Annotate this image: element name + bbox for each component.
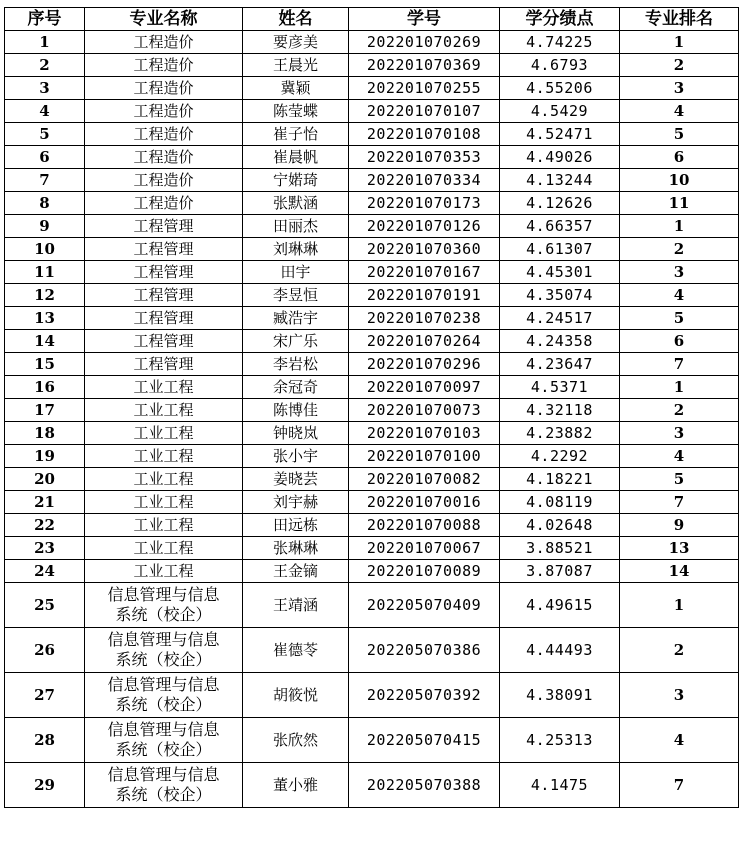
cell-gpa: 4.02648 <box>500 514 620 537</box>
table-row <box>5 491 739 514</box>
cell-gpa: 4.12626 <box>500 192 620 215</box>
cell-student-id: 202205070409 <box>349 583 500 628</box>
cell-seq: 12 <box>5 284 85 307</box>
cell-student-id: 202201070334 <box>349 169 500 192</box>
cell-name: 张琳琳 <box>243 537 349 560</box>
cell-name: 崔晨帆 <box>243 146 349 169</box>
cell-gpa: 4.55206 <box>500 77 620 100</box>
cell-gpa: 3.87087 <box>500 560 620 583</box>
cell-student-id: 202201070173 <box>349 192 500 215</box>
cell-major-line2: 系统（校企） <box>115 605 212 624</box>
cell-major <box>85 718 243 763</box>
cell-name: 冀颖 <box>243 77 349 100</box>
cell-gpa: 4.13244 <box>500 169 620 192</box>
cell-seq: 4 <box>5 100 85 123</box>
cell-name: 要彦美 <box>243 31 349 54</box>
cell-major: 工业工程 <box>85 560 243 583</box>
cell-rank: 3 <box>620 673 739 718</box>
cell-rank: 10 <box>620 169 739 192</box>
cell-rank: 11 <box>620 192 739 215</box>
cell-seq: 16 <box>5 376 85 399</box>
table-row <box>5 718 739 763</box>
cell-gpa: 4.49615 <box>500 583 620 628</box>
cell-rank: 1 <box>620 31 739 54</box>
cell-seq: 29 <box>5 763 85 808</box>
table-row <box>5 560 739 583</box>
cell-major <box>85 673 243 718</box>
cell-gpa: 4.23882 <box>500 422 620 445</box>
cell-seq: 14 <box>5 330 85 353</box>
cell-major: 工程造价 <box>85 31 243 54</box>
table-row <box>5 376 739 399</box>
cell-gpa: 4.32118 <box>500 399 620 422</box>
cell-seq: 25 <box>5 583 85 628</box>
cell-rank: 3 <box>620 422 739 445</box>
cell-major: 工程管理 <box>85 353 243 376</box>
cell-gpa: 4.66357 <box>500 215 620 238</box>
cell-seq: 7 <box>5 169 85 192</box>
cell-rank: 6 <box>620 330 739 353</box>
cell-rank: 2 <box>620 238 739 261</box>
cell-rank: 5 <box>620 468 739 491</box>
cell-name: 余冠奇 <box>243 376 349 399</box>
table-row <box>5 54 739 77</box>
cell-seq: 26 <box>5 628 85 673</box>
cell-seq: 17 <box>5 399 85 422</box>
header-major: 专业名称 <box>85 8 243 31</box>
cell-student-id: 202201070016 <box>349 491 500 514</box>
cell-rank: 13 <box>620 537 739 560</box>
cell-name: 张欣然 <box>243 718 349 763</box>
table-row <box>5 673 739 718</box>
cell-major: 工业工程 <box>85 422 243 445</box>
cell-student-id: 202201070126 <box>349 215 500 238</box>
cell-seq: 22 <box>5 514 85 537</box>
table-row <box>5 445 739 468</box>
cell-student-id: 202205070392 <box>349 673 500 718</box>
cell-rank: 1 <box>620 215 739 238</box>
cell-gpa: 4.2292 <box>500 445 620 468</box>
cell-rank: 3 <box>620 77 739 100</box>
cell-name: 张默涵 <box>243 192 349 215</box>
cell-seq: 28 <box>5 718 85 763</box>
table-row <box>5 763 739 808</box>
cell-gpa: 4.49026 <box>500 146 620 169</box>
header-student-id: 学号 <box>349 8 500 31</box>
cell-major: 工程造价 <box>85 100 243 123</box>
cell-gpa: 3.88521 <box>500 537 620 560</box>
cell-name: 田宇 <box>243 261 349 284</box>
cell-major: 工程管理 <box>85 307 243 330</box>
cell-gpa: 4.25313 <box>500 718 620 763</box>
cell-student-id: 202201070269 <box>349 31 500 54</box>
cell-major: 工业工程 <box>85 491 243 514</box>
cell-seq: 27 <box>5 673 85 718</box>
cell-major <box>85 583 243 628</box>
cell-seq: 24 <box>5 560 85 583</box>
table-row <box>5 514 739 537</box>
cell-seq: 11 <box>5 261 85 284</box>
cell-seq: 23 <box>5 537 85 560</box>
cell-rank: 9 <box>620 514 739 537</box>
table-row <box>5 537 739 560</box>
cell-gpa: 4.18221 <box>500 468 620 491</box>
table-body <box>5 31 739 808</box>
cell-student-id: 202201070191 <box>349 284 500 307</box>
table-row <box>5 169 739 192</box>
cell-gpa: 4.24517 <box>500 307 620 330</box>
cell-major: 工业工程 <box>85 376 243 399</box>
cell-name: 宋广乐 <box>243 330 349 353</box>
header-row <box>5 8 739 31</box>
table-row <box>5 100 739 123</box>
cell-major: 工程造价 <box>85 77 243 100</box>
cell-major: 工业工程 <box>85 399 243 422</box>
cell-student-id: 202205070388 <box>349 763 500 808</box>
header-name: 姓名 <box>243 8 349 31</box>
cell-student-id: 202201070296 <box>349 353 500 376</box>
cell-rank: 7 <box>620 491 739 514</box>
cell-name: 王靖涵 <box>243 583 349 628</box>
cell-rank: 1 <box>620 376 739 399</box>
cell-seq: 1 <box>5 31 85 54</box>
cell-major: 工业工程 <box>85 468 243 491</box>
cell-rank: 3 <box>620 261 739 284</box>
cell-name: 胡筱悦 <box>243 673 349 718</box>
table-row <box>5 468 739 491</box>
cell-student-id: 202201070103 <box>349 422 500 445</box>
cell-name: 崔子怡 <box>243 123 349 146</box>
cell-rank: 4 <box>620 445 739 468</box>
cell-major-line1: 信息管理与信息 <box>107 675 220 694</box>
cell-major-line1: 信息管理与信息 <box>107 630 220 649</box>
cell-rank: 2 <box>620 54 739 77</box>
cell-name: 董小雅 <box>243 763 349 808</box>
cell-major <box>85 763 243 808</box>
cell-student-id: 202201070360 <box>349 238 500 261</box>
table-row <box>5 628 739 673</box>
header-gpa: 学分绩点 <box>500 8 620 31</box>
cell-rank: 2 <box>620 628 739 673</box>
cell-seq: 21 <box>5 491 85 514</box>
cell-major-line1: 信息管理与信息 <box>107 720 220 739</box>
cell-rank: 14 <box>620 560 739 583</box>
table-row <box>5 238 739 261</box>
cell-major: 工程造价 <box>85 192 243 215</box>
header-seq: 序号 <box>5 8 85 31</box>
cell-seq: 20 <box>5 468 85 491</box>
cell-major: 工程管理 <box>85 261 243 284</box>
table-row <box>5 330 739 353</box>
cell-seq: 6 <box>5 146 85 169</box>
cell-student-id: 202201070100 <box>349 445 500 468</box>
cell-name: 王金镝 <box>243 560 349 583</box>
cell-rank: 7 <box>620 763 739 808</box>
cell-name: 田丽杰 <box>243 215 349 238</box>
cell-rank: 6 <box>620 146 739 169</box>
cell-seq: 3 <box>5 77 85 100</box>
cell-gpa: 4.52471 <box>500 123 620 146</box>
cell-seq: 18 <box>5 422 85 445</box>
cell-gpa: 4.74225 <box>500 31 620 54</box>
header-rank: 专业排名 <box>620 8 739 31</box>
cell-student-id: 202201070353 <box>349 146 500 169</box>
cell-name: 姜晓芸 <box>243 468 349 491</box>
cell-seq: 19 <box>5 445 85 468</box>
cell-name: 张小宇 <box>243 445 349 468</box>
cell-major: 工程管理 <box>85 284 243 307</box>
cell-major <box>85 628 243 673</box>
cell-name: 田远栋 <box>243 514 349 537</box>
cell-major-line2: 系统（校企） <box>115 740 212 759</box>
cell-major: 工程管理 <box>85 330 243 353</box>
cell-student-id: 202205070386 <box>349 628 500 673</box>
table-row <box>5 422 739 445</box>
cell-seq: 5 <box>5 123 85 146</box>
cell-major: 工程造价 <box>85 146 243 169</box>
cell-name: 李岩松 <box>243 353 349 376</box>
cell-gpa: 4.5371 <box>500 376 620 399</box>
cell-gpa: 4.24358 <box>500 330 620 353</box>
cell-rank: 5 <box>620 123 739 146</box>
cell-gpa: 4.35074 <box>500 284 620 307</box>
cell-student-id: 202201070167 <box>349 261 500 284</box>
cell-seq: 2 <box>5 54 85 77</box>
cell-major: 工程管理 <box>85 238 243 261</box>
cell-student-id: 202201070369 <box>349 54 500 77</box>
cell-name: 陈莹蝶 <box>243 100 349 123</box>
cell-rank: 1 <box>620 583 739 628</box>
cell-gpa: 4.1475 <box>500 763 620 808</box>
table-row <box>5 77 739 100</box>
cell-major-line2: 系统（校企） <box>115 695 212 714</box>
cell-seq: 15 <box>5 353 85 376</box>
cell-name: 陈博佳 <box>243 399 349 422</box>
table-row <box>5 353 739 376</box>
cell-major: 工程造价 <box>85 169 243 192</box>
cell-name: 王晨光 <box>243 54 349 77</box>
cell-student-id: 202201070067 <box>349 537 500 560</box>
cell-student-id: 202201070107 <box>349 100 500 123</box>
cell-major: 工业工程 <box>85 537 243 560</box>
cell-seq: 9 <box>5 215 85 238</box>
cell-student-id: 202201070255 <box>349 77 500 100</box>
cell-seq: 8 <box>5 192 85 215</box>
table-row <box>5 583 739 628</box>
cell-name: 钟晓岚 <box>243 422 349 445</box>
cell-rank: 4 <box>620 718 739 763</box>
cell-gpa: 4.61307 <box>500 238 620 261</box>
cell-student-id: 202201070082 <box>349 468 500 491</box>
cell-student-id: 202201070108 <box>349 123 500 146</box>
cell-gpa: 4.44493 <box>500 628 620 673</box>
cell-major: 工程造价 <box>85 123 243 146</box>
table-row <box>5 215 739 238</box>
cell-gpa: 4.08119 <box>500 491 620 514</box>
cell-major: 工程造价 <box>85 54 243 77</box>
table-row <box>5 284 739 307</box>
cell-name: 臧浩宇 <box>243 307 349 330</box>
cell-gpa: 4.5429 <box>500 100 620 123</box>
ranking-table <box>4 7 739 808</box>
cell-name: 李昱恒 <box>243 284 349 307</box>
cell-gpa: 4.23647 <box>500 353 620 376</box>
cell-name: 崔德苓 <box>243 628 349 673</box>
table-row <box>5 399 739 422</box>
table-row <box>5 123 739 146</box>
cell-gpa: 4.45301 <box>500 261 620 284</box>
cell-student-id: 202201070264 <box>349 330 500 353</box>
cell-student-id: 202201070089 <box>349 560 500 583</box>
cell-gpa: 4.38091 <box>500 673 620 718</box>
cell-major: 工程管理 <box>85 215 243 238</box>
table-row <box>5 31 739 54</box>
table-row <box>5 261 739 284</box>
cell-gpa: 4.6793 <box>500 54 620 77</box>
cell-major-line2: 系统（校企） <box>115 650 212 669</box>
cell-rank: 5 <box>620 307 739 330</box>
cell-student-id: 202201070088 <box>349 514 500 537</box>
cell-major: 工业工程 <box>85 445 243 468</box>
cell-major-line1: 信息管理与信息 <box>107 585 220 604</box>
cell-rank: 4 <box>620 284 739 307</box>
cell-major: 工业工程 <box>85 514 243 537</box>
cell-name: 宁婼琦 <box>243 169 349 192</box>
cell-rank: 4 <box>620 100 739 123</box>
cell-name: 刘宇赫 <box>243 491 349 514</box>
cell-student-id: 202201070073 <box>349 399 500 422</box>
table-row <box>5 307 739 330</box>
cell-rank: 2 <box>620 399 739 422</box>
cell-student-id: 202201070238 <box>349 307 500 330</box>
cell-seq: 13 <box>5 307 85 330</box>
cell-rank: 7 <box>620 353 739 376</box>
cell-major-line1: 信息管理与信息 <box>107 765 220 784</box>
cell-student-id: 202205070415 <box>349 718 500 763</box>
cell-name: 刘琳琳 <box>243 238 349 261</box>
cell-major-line2: 系统（校企） <box>115 785 212 804</box>
cell-student-id: 202201070097 <box>349 376 500 399</box>
cell-seq: 10 <box>5 238 85 261</box>
table-row <box>5 192 739 215</box>
table-row <box>5 146 739 169</box>
